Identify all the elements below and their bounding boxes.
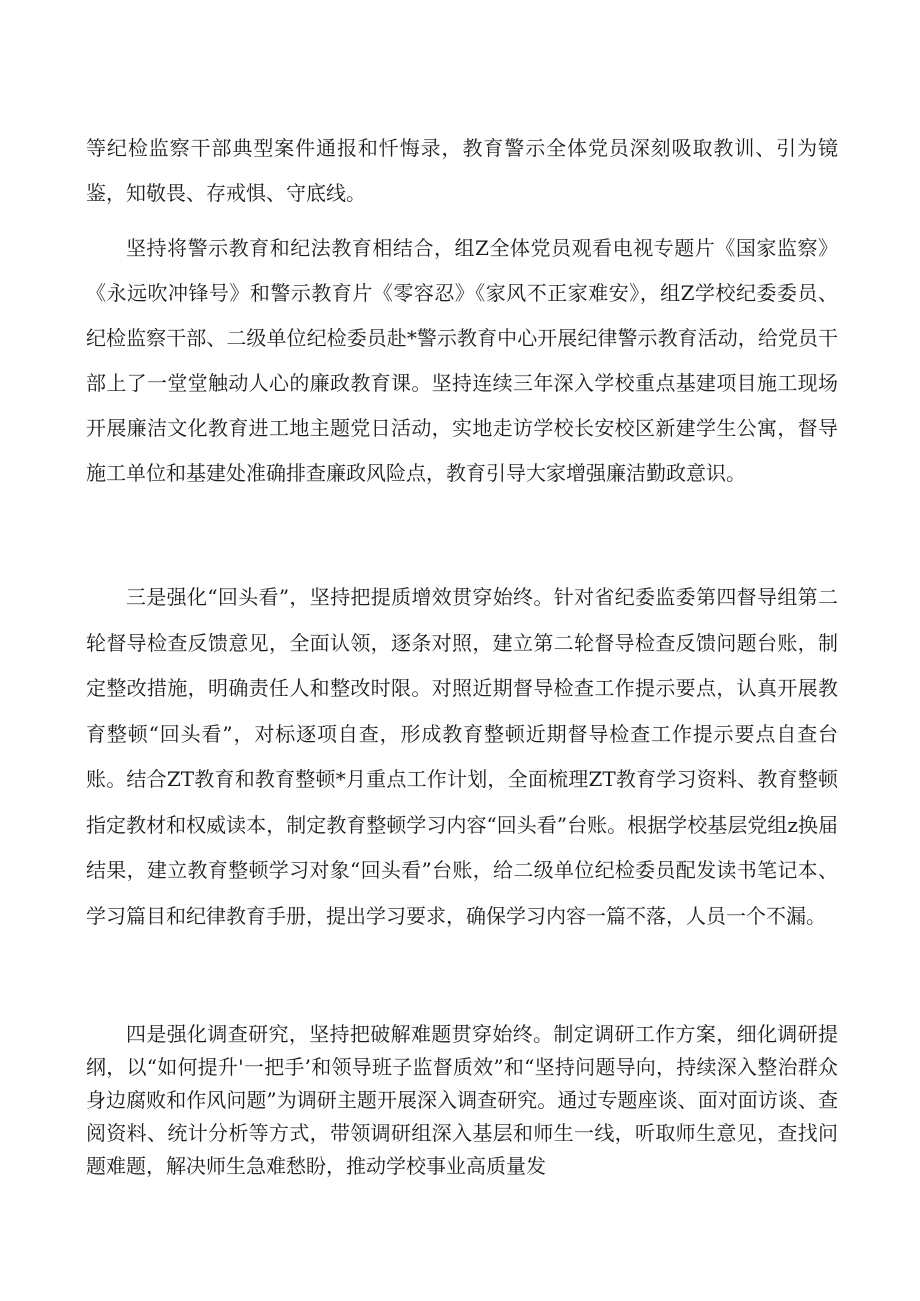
paragraph-3: 三是强化“回头看”，坚持把提质增效贯穿始终。针对省纪委监委第四督导组第二轮督导检查反馈意见，全面认领，逐条对照，建立第二轮督导检查反馈问题台账，制定整改措施，明确责任人和整改时限。对照近期督导检查工作提示要点，认真开展教育整顿“回头看”，对标逐项自查，形成教育整顿近期督导检查工作提示要点自查台账。结合ZT教育和教育整顿*月重点工作计划，全面梳理ZT教育学习资料、教育整顿指定教材和权威读本，制定教育整顿学习内容“回头看”台账。根据学校基层党组z换届结果，建立教育整顿学习对象“回头看”台账，给二级单位纪检委员配发读书笔记本、学习篇目和纪律教育手册，提出学习要求，确保学习内容一篇不落，人员一个不漏。 — [86, 585, 838, 928]
paragraph-4: 四是强化调查研究，坚持把破解难题贯穿始终。制定调研工作方案，细化调研提纲，以“如何提升'一把手’和领导班子监督质效”和“坚持问题导向，持续深入整治群众身边腐败和作风问题”为调研主题开展深入调查研究。通过专题座谈、面对面访谈、查阅资料、统计分析等方式，带领调研组深入基层和师生一线，听取师生意见，查找问题难题，解决师生急难愁盼，推动学校事业高质量发 — [86, 1022, 838, 1178]
paragraph-1: 等纪检监察干部典型案件通报和忏悔录，教育警示全体党员深刻吸取教训、引为镜鉴，知敬畏、存戒惧、守底线。 — [86, 136, 838, 205]
paragraph-2: 坚持将警示教育和纪法教育相结合，组Z全体党员观看电视专题片《国家监察》《永远吹冲锋号》和警示教育片《零容忍》《家风不正家难安》，组Z学校纪委委员、纪检监察干部、二级单位纪检委员赴*警示教育中心开展纪律警示教育活动，给党员干部上了一堂堂触动人心的廉政教育课。坚持连续三年深入学校重点基建项目施工现场开展廉洁文化教育进工地主题党日活动，实地走访学校长安校区新建学生公寓，督导施工单位和基建处准确排查廉政风险点，教育引导大家增强廉洁勤政意识。 — [86, 236, 838, 485]
